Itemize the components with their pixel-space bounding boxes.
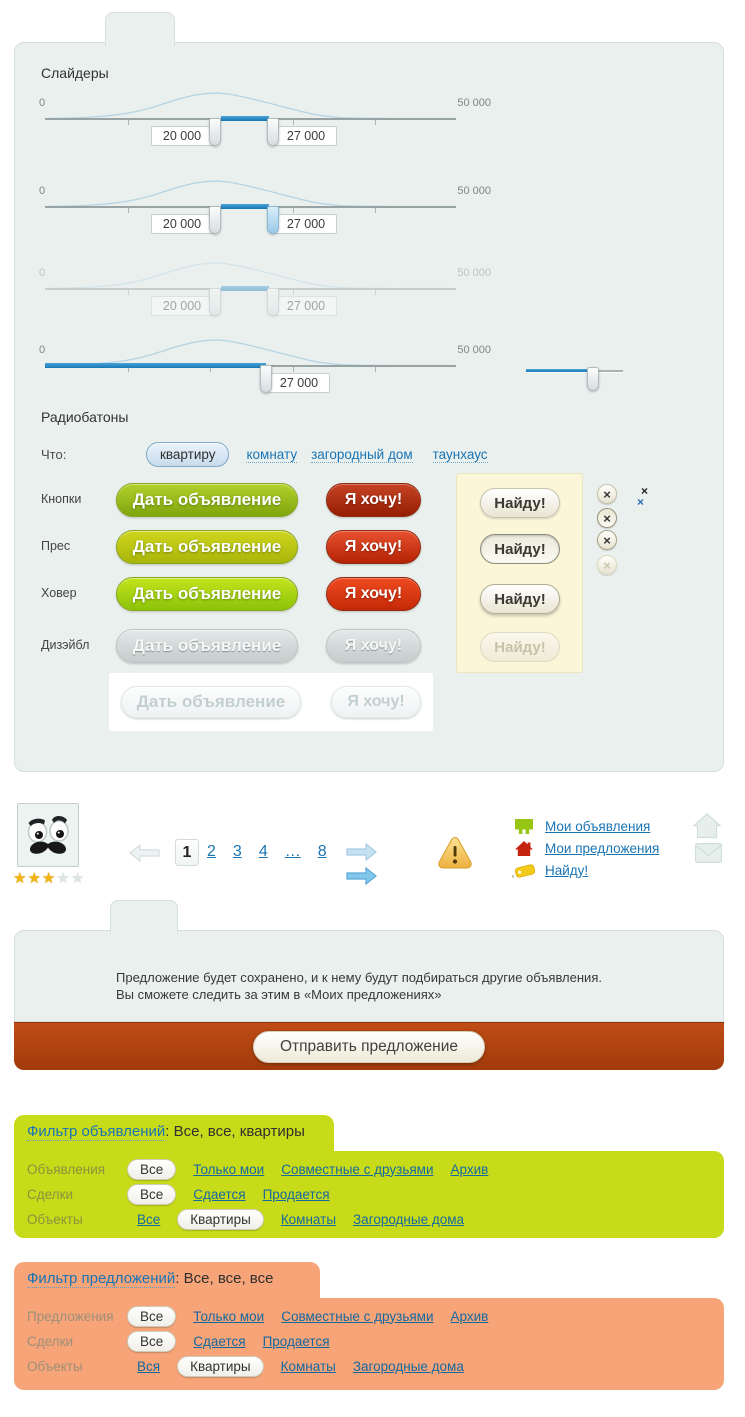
filter-row-objects — [27, 1207, 481, 1231]
filter-row-label: Объекты — [27, 1358, 83, 1374]
filter-row-offers — [27, 1304, 505, 1328]
filter-pill-selected[interactable]: Все — [127, 1159, 176, 1180]
offers-filter-title-link[interactable]: Фильтр предложений — [27, 1270, 176, 1287]
filter-row-label: Предложения — [27, 1308, 114, 1324]
close-button-disabled: × — [597, 555, 617, 575]
slider-max-label: 50 000 — [457, 267, 491, 279]
slider-selected-range[interactable] — [221, 204, 269, 209]
slider-min-label: 0 — [39, 185, 46, 197]
filter-link[interactable]: Продается — [262, 1333, 330, 1349]
slider-tick — [375, 208, 376, 213]
ads-filter-tab — [14, 1115, 334, 1155]
filter-link[interactable]: Только мои — [193, 1308, 265, 1324]
filter-link[interactable]: Загородные дома — [352, 1358, 464, 1374]
slider-min-label: 0 — [39, 267, 46, 279]
slider-tick — [375, 290, 376, 295]
slider-high-input[interactable] — [275, 214, 337, 234]
buttons-row-label: Дизэйбл — [41, 638, 90, 652]
i-want-button-pressed[interactable]: Я хочу! — [326, 530, 421, 564]
buttons-row-hover — [41, 577, 501, 611]
buttons-row-normal — [41, 483, 501, 517]
slider-tick — [293, 290, 294, 295]
post-ad-button-hover[interactable]: Дать объявление — [116, 577, 298, 611]
page-link[interactable]: 8 — [317, 843, 327, 860]
distribution-curve — [45, 91, 456, 119]
quick-link-row[interactable] — [511, 838, 659, 859]
ads-filter-panel — [14, 1151, 724, 1238]
quick-link-row[interactable] — [511, 816, 659, 837]
slider-handle[interactable] — [260, 365, 272, 393]
star-icon[interactable]: ★ — [56, 870, 71, 887]
filter-link[interactable]: Только мои — [193, 1161, 265, 1177]
filter-link[interactable]: Комнаты — [280, 1358, 336, 1374]
page-link[interactable]: 4 — [258, 843, 268, 860]
offers-filter-summary: : Все, все, все — [175, 1270, 274, 1287]
filter-row-ads — [27, 1157, 505, 1181]
mini-slider — [526, 362, 626, 396]
buttons-row-label: Прес — [41, 539, 71, 553]
filter-link[interactable]: Вся — [137, 1358, 161, 1374]
ads-filter-summary: : Все, все, квартиры — [165, 1123, 305, 1140]
prev-page-icon — [127, 842, 161, 864]
my-ads-link[interactable]: Мои объявления — [545, 819, 651, 834]
sliders-section-title: Слайдеры — [41, 65, 109, 81]
page-current[interactable]: 1 — [175, 839, 199, 866]
slider-tick — [293, 208, 294, 213]
slider-selected-range[interactable] — [221, 116, 269, 121]
slider-handle-low — [209, 288, 221, 316]
close-button-hover[interactable]: × — [597, 530, 617, 550]
star-rating[interactable] — [13, 869, 85, 888]
filter-row-label: Объявления — [27, 1161, 106, 1177]
controls-panel — [14, 42, 724, 772]
quick-link-row[interactable] — [511, 860, 659, 881]
filter-pill-selected[interactable]: Квартиры — [177, 1209, 264, 1230]
slider-high-input[interactable] — [275, 126, 337, 146]
find-button[interactable]: Найду! — [480, 488, 560, 518]
radio-option-link[interactable]: таунхаус — [432, 446, 488, 462]
filter-link[interactable]: Сдается — [193, 1333, 246, 1349]
star-icon[interactable]: ★ — [70, 870, 86, 887]
radios-section-title: Радиобатоны — [41, 409, 129, 425]
radio-option-link[interactable]: комнату — [246, 446, 298, 462]
range-slider-hover — [39, 179, 491, 271]
page-ellipsis-link[interactable]: … — [284, 843, 301, 860]
star-icon[interactable]: ★ — [27, 870, 42, 887]
radio-group-label: Что: — [41, 447, 67, 462]
star-icon[interactable]: ★ — [41, 870, 57, 887]
filter-link[interactable]: Совместные с друзьями — [281, 1308, 434, 1324]
quick-links — [511, 816, 659, 881]
filter-pill-selected[interactable]: Все — [127, 1331, 176, 1352]
slider-tick — [293, 367, 294, 372]
post-ad-button-disabled: Дать объявление — [116, 629, 298, 663]
slider-tick — [375, 120, 376, 125]
send-offer-button[interactable]: Отправить предложение — [253, 1031, 485, 1063]
filter-row-label: Сделки — [27, 1186, 74, 1202]
buttons-row-label: Кнопки — [41, 492, 82, 506]
slider-low-input[interactable] — [151, 214, 213, 234]
i-want-button-hover[interactable]: Я хочу! — [326, 577, 421, 611]
next-page-icon-hover[interactable] — [345, 865, 379, 887]
find-button-hover[interactable]: Найду! — [480, 584, 560, 614]
buttons-row-label: Ховер — [41, 586, 77, 600]
filter-row-deals — [27, 1329, 347, 1353]
slider-selected-range — [221, 286, 269, 291]
radio-group — [41, 442, 561, 467]
distribution-curve — [45, 338, 456, 366]
filter-row-objects — [27, 1354, 481, 1378]
filter-pill-selected[interactable]: Все — [127, 1306, 176, 1327]
post-ad-button[interactable]: Дать объявление — [116, 483, 298, 517]
slider-high-input — [275, 296, 337, 316]
filter-pill-selected[interactable]: Квартиры — [177, 1356, 264, 1377]
filter-row-label: Объекты — [27, 1211, 83, 1227]
notice-panel — [14, 930, 724, 1022]
avatar — [17, 803, 79, 867]
i-want-button-disabled: Я хочу! — [326, 629, 421, 663]
submit-bar — [14, 1022, 724, 1070]
mustache-face-icon — [18, 804, 78, 866]
slider-max-label: 50 000 — [457, 344, 491, 356]
filter-link[interactable]: Совместные с друзьями — [281, 1161, 434, 1177]
slider-handle-high — [267, 288, 279, 316]
house-icon — [511, 840, 537, 857]
panel-tab — [110, 900, 178, 934]
filter-link[interactable]: Загородные дома — [353, 1211, 465, 1227]
slider-handle-high[interactable] — [267, 118, 279, 146]
filter-link[interactable]: Архив — [450, 1308, 489, 1324]
distribution-curve — [45, 179, 456, 207]
slider-min-label: 0 — [39, 344, 46, 356]
close-button[interactable]: × — [597, 484, 617, 504]
slider-tick — [293, 120, 294, 125]
filter-link[interactable]: Сдается — [193, 1186, 246, 1202]
buttons-row-disabled — [41, 629, 501, 663]
ads-icon — [511, 818, 537, 835]
slider-tick — [375, 367, 376, 372]
close-x-icon[interactable]: × — [641, 484, 649, 498]
distribution-curve — [45, 261, 456, 289]
page-link[interactable]: 3 — [232, 843, 242, 860]
close-x-icon-hover[interactable]: × — [637, 495, 645, 509]
i-want-button[interactable]: Я хочу! — [326, 483, 421, 517]
slider-max-label: 50 000 — [457, 97, 491, 109]
slider-low-input[interactable] — [151, 126, 213, 146]
mail-icon[interactable] — [695, 843, 722, 863]
close-button-pressed[interactable]: × — [597, 508, 617, 528]
offers-filter-panel — [14, 1298, 724, 1390]
slider-handle-high-hover[interactable] — [267, 206, 279, 234]
ghost-buttons-panel — [109, 673, 433, 731]
mini-slider-fill[interactable] — [526, 369, 594, 372]
slider-value-input[interactable] — [268, 373, 330, 393]
slider-min-label: 0 — [39, 97, 46, 109]
filter-pill-selected[interactable]: Все — [127, 1184, 176, 1205]
mini-slider-handle[interactable] — [587, 367, 599, 391]
find-link[interactable]: Найду! — [545, 863, 589, 878]
notice-line2: Вы сможете следить за этим в «Моих предложениях» — [116, 987, 442, 1002]
post-ad-button-pressed[interactable]: Дать объявление — [116, 530, 298, 564]
range-slider-normal — [39, 91, 491, 183]
i-want-button-ghost: Я хочу! — [331, 686, 421, 718]
filter-link[interactable]: Комнаты — [280, 1211, 337, 1227]
radio-option-selected[interactable]: квартиру — [146, 442, 229, 467]
warning-icon — [436, 833, 474, 875]
page-link[interactable]: 2 — [207, 843, 216, 860]
filter-row-label: Сделки — [27, 1333, 74, 1349]
offers-filter-tab — [14, 1262, 320, 1302]
slider-max-label: 50 000 — [457, 185, 491, 197]
find-button-disabled: Найду! — [480, 632, 560, 662]
star-icon[interactable]: ★ — [13, 870, 28, 887]
post-ad-button-ghost: Дать объявление — [121, 686, 301, 718]
panel-tab — [105, 12, 175, 46]
filter-row-deals — [27, 1182, 347, 1206]
notice-line1: Предложение будет сохранено, и к нему будут подбираться другие объявления. — [116, 970, 602, 985]
slider-tick — [128, 208, 129, 213]
filter-link[interactable]: Все — [137, 1211, 161, 1227]
slider-handle-low[interactable] — [209, 206, 221, 234]
filter-link[interactable]: Продается — [262, 1186, 330, 1202]
offers-filter-header — [27, 1270, 273, 1287]
pagination — [207, 843, 327, 861]
ads-filter-title-link[interactable]: Фильтр объявлений — [27, 1123, 166, 1140]
my-offers-link[interactable]: Мои предложения — [545, 841, 660, 856]
slider-filled-range[interactable] — [45, 363, 266, 368]
ads-filter-header — [27, 1123, 305, 1140]
filter-link[interactable]: Архив — [450, 1161, 489, 1177]
buttons-row-pressed — [41, 530, 501, 564]
radio-option-link[interactable]: загородный дом — [311, 446, 413, 462]
home-icon[interactable] — [692, 812, 722, 839]
find-button-pressed[interactable]: Найду! — [480, 534, 560, 564]
slider-tick — [128, 290, 129, 295]
tag-icon — [511, 862, 537, 880]
slider-handle-low[interactable] — [209, 118, 221, 146]
slider-low-input — [151, 296, 213, 316]
find-buttons-panel — [456, 473, 583, 673]
slider-tick — [128, 120, 129, 125]
next-page-icon[interactable] — [345, 841, 379, 863]
